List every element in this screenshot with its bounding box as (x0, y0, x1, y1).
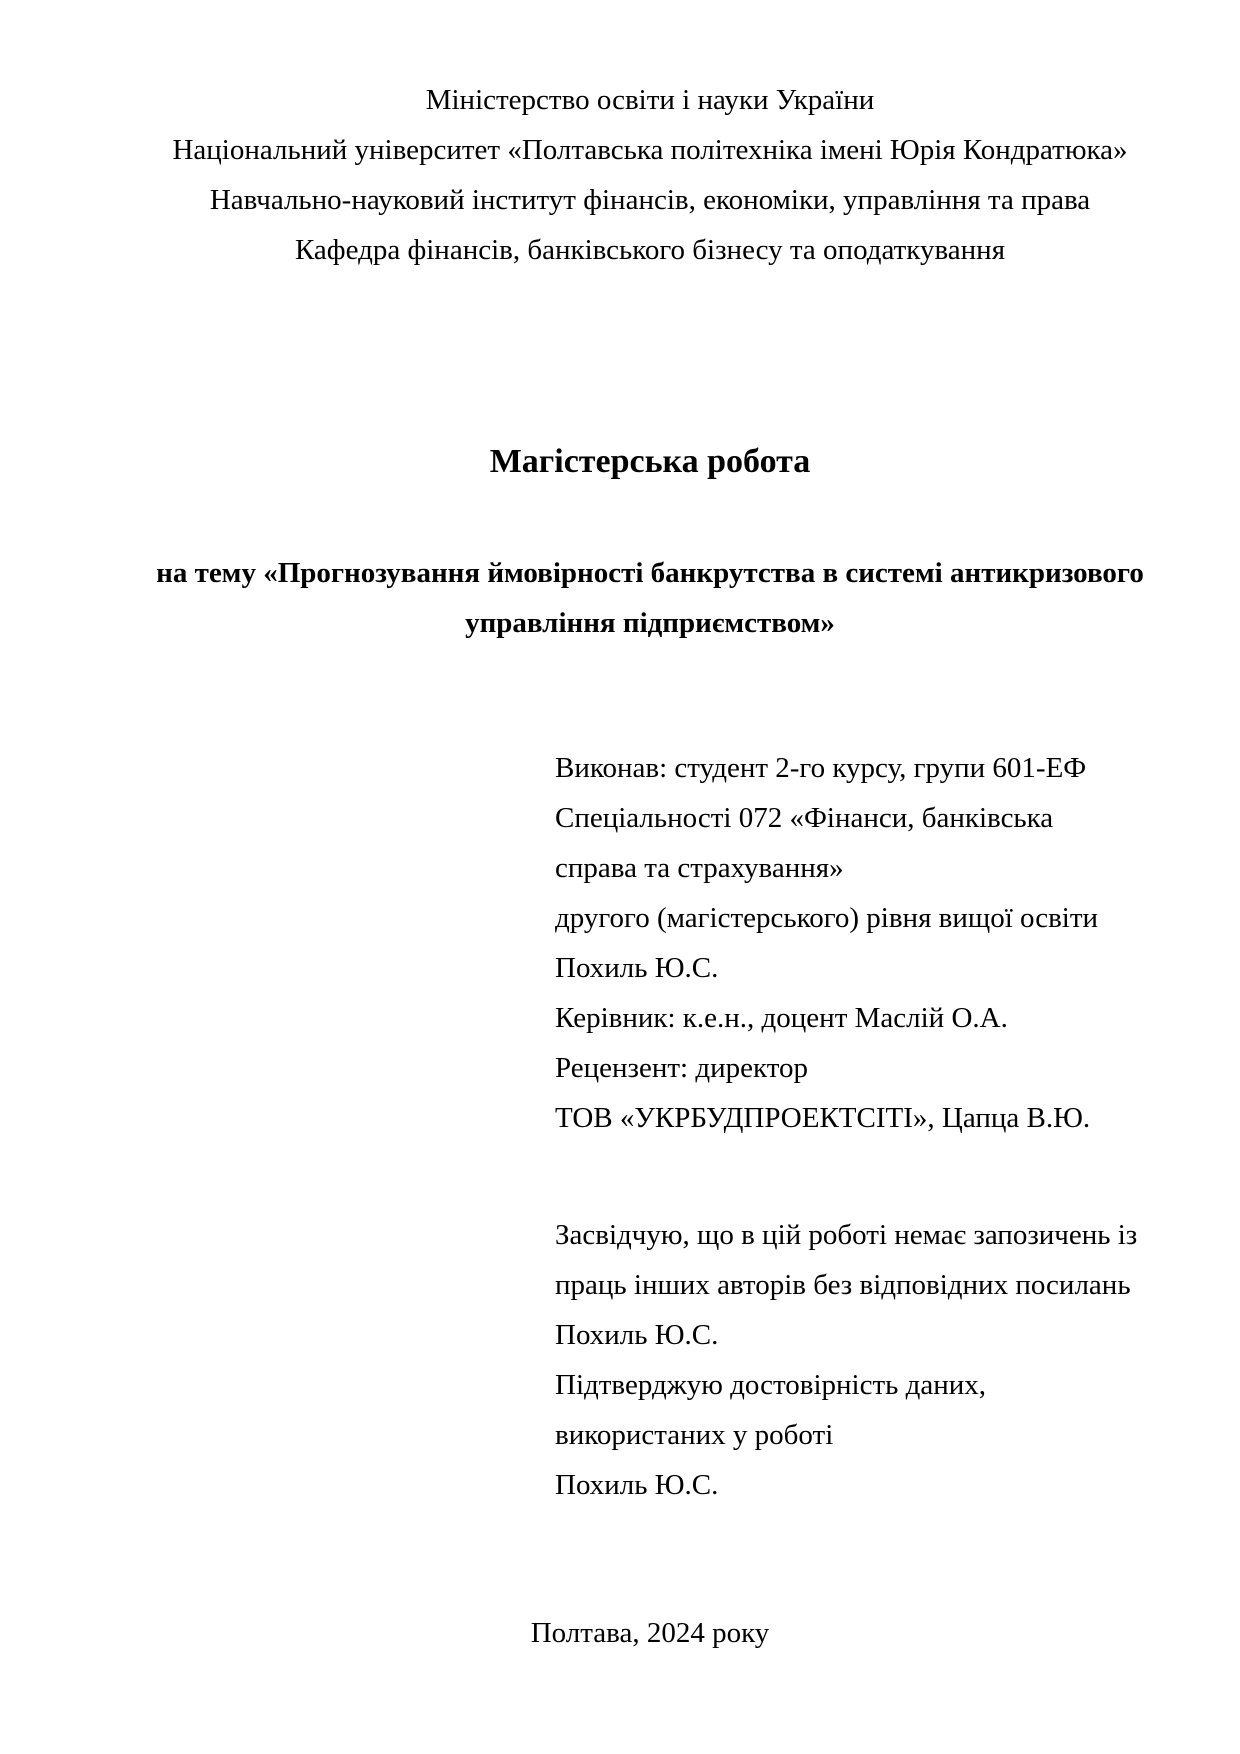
thesis-topic: на тему «Прогнозування ймовірності банкрутства в системі антикризового управління підприємством» (156, 557, 1144, 639)
declaration-line-no-borrowing-cont: праць інших авторів без відповідних посилань (555, 1269, 1131, 1301)
attribution-line-author: Виконав: студент 2-го курсу, групи 601-ЕФ (555, 752, 1087, 784)
footer-place-year: Полтава, 2024 року (530, 1617, 770, 1649)
attribution-line-degree: другого (магістерського) рівня вищої освіти (555, 902, 1099, 934)
attribution-line-specialty: Спеціальності 072 «Фінанси, банківська (555, 802, 1054, 834)
thesis-title: Магістерська робота (489, 443, 811, 480)
declaration-line-data-validity-cont: використаних у роботі (555, 1419, 834, 1451)
institute-line: Навчально-науковий інститут фінансів, економіки, управління та права (209, 184, 1091, 216)
attribution-line-author-name: Похиль Ю.С. (555, 952, 719, 984)
declaration-line-data-validity: Підтверджую достовірність даних, (555, 1369, 987, 1401)
university-line: Національний університет «Полтавська політехніка імені Юрія Кондратюка» (172, 134, 1128, 166)
declaration-block (555, 1210, 1145, 1510)
declaration-line-no-borrowing: Засвідчую, що в цій роботі немає запозичень із (555, 1219, 1138, 1251)
attribution-block (555, 743, 1145, 1143)
attribution-line-reviewer-org: ТОВ «УКРБУДПРОЕКТСІТІ», Цапца В.Ю. (555, 1102, 1091, 1134)
declaration-signature-1: Похиль Ю.С. (555, 1319, 719, 1351)
ministry-line: Міністерство освіти і науки України (425, 84, 875, 116)
attribution-line-supervisor: Керівник: к.е.н., доцент Маслій О.А. (555, 1002, 1008, 1034)
department-line: Кафедра фінансів, банківського бізнесу та оподаткування (294, 234, 1006, 266)
attribution-line-reviewer: Рецензент: директор (555, 1052, 808, 1084)
institution-header (155, 75, 1145, 275)
declaration-signature-2: Похиль Ю.С. (555, 1469, 719, 1501)
attribution-line-specialty-cont: справа та страхування» (555, 852, 844, 884)
